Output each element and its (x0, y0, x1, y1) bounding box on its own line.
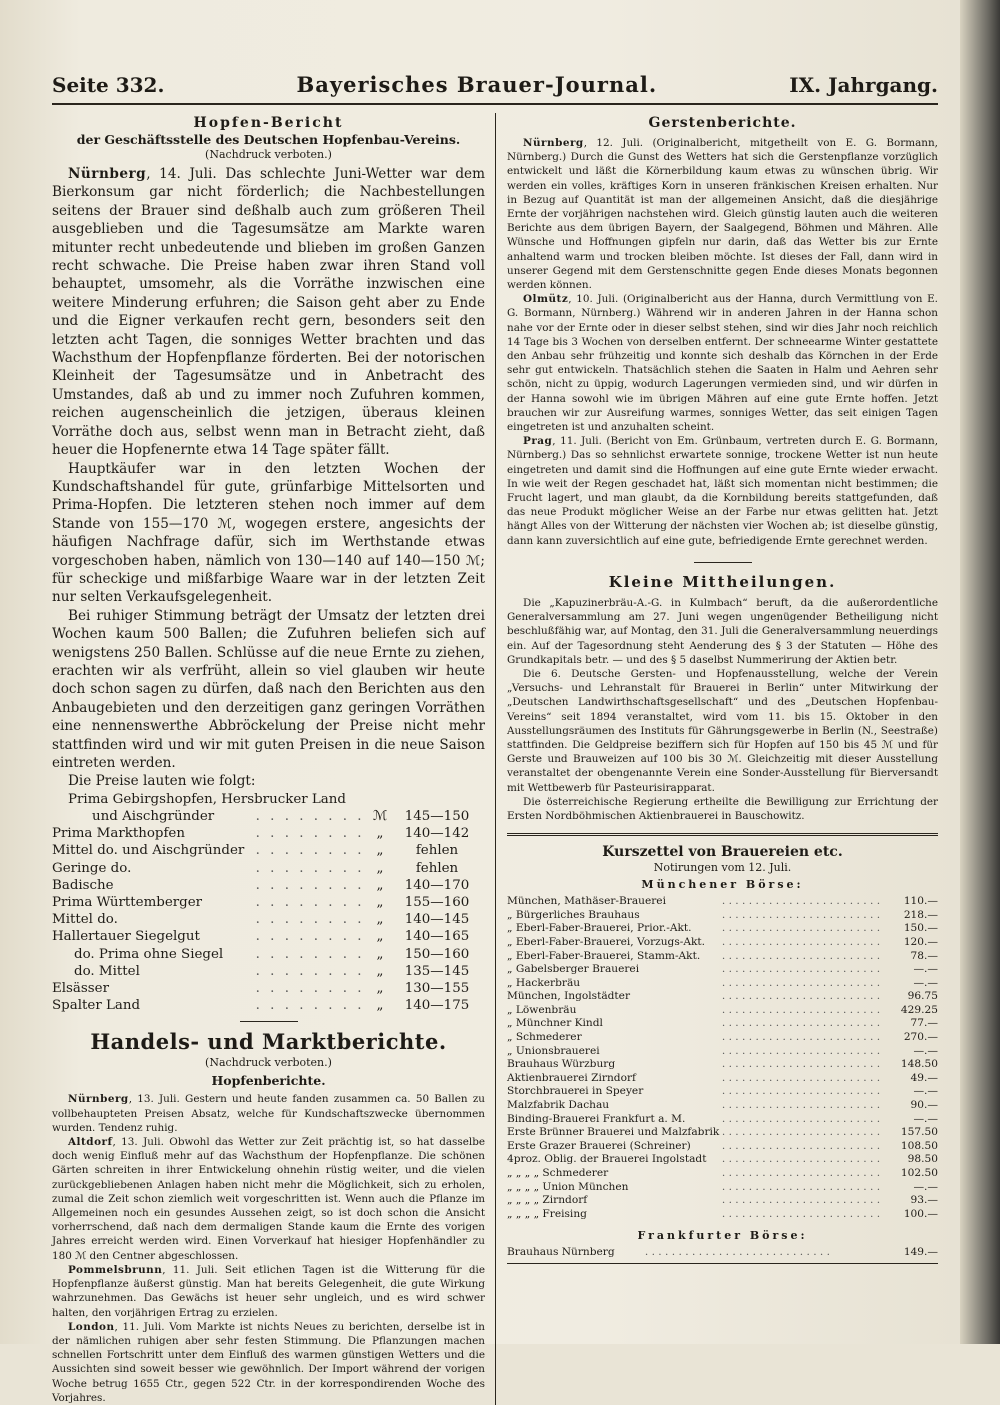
kurs-row (507, 1045, 938, 1059)
kurs-value: 96.75 (907, 990, 938, 1003)
price-row (52, 963, 485, 980)
dot-leader: . . . . . . . . (255, 860, 365, 876)
kurszettel-date: Notirungen vom 12. Juli. (653, 861, 792, 875)
kurs-name: Erste Grazer Brauerei (Schreiner) (507, 1139, 691, 1152)
dot-leader: . . . . . . . . . . . . . . . . . . . . . . . . (721, 1194, 881, 1207)
price-currency: „ (376, 929, 384, 945)
price-row (52, 894, 485, 911)
kurs-name: 4proz. Oblig. der Brauerei Ingolstadt (507, 1153, 707, 1166)
reprint-note-2: (Nachdruck verboten.) (205, 1056, 332, 1070)
price-range: 140—142 (404, 826, 470, 842)
kurs-value: 110.— (903, 895, 938, 908)
kurs-value: 149.— (903, 1246, 938, 1259)
kurs-row (507, 1208, 938, 1222)
price-range: 140—170 (404, 877, 470, 893)
kurs-name: „ Eberl-Faber-Brauerei, Stamm-Akt. (507, 949, 701, 962)
kurs-name: Erste Brünner Brauerei und Malzfabrik (507, 1126, 720, 1139)
dot-leader: . . . . . . . . . . . . . . . . . . . . . . . . . . . . (644, 1246, 831, 1259)
kurs-value: —.— (913, 1180, 938, 1193)
price-range: 140—165 (404, 929, 470, 945)
dot-leader: . . . . . . . . . . . . . . . . . . . . . . . . (721, 1112, 881, 1125)
price-range: 145—150 (404, 809, 470, 825)
notice-aktienbrauerei: Die österreichische Regierung ertheilte die Bewilligung zur Errichtung der Ersten Nordböhmischen Aktienbrauerei in Bauschowitz. (507, 795, 938, 822)
price-range: 155—160 (404, 895, 470, 911)
kurs-value: 148.50 (900, 1058, 938, 1071)
dot-leader: . . . . . . . . . . . . . . . . . . . . . . . . (721, 1153, 881, 1166)
price-currency: „ (376, 998, 384, 1014)
kurs-name: „ Unionsbrauerei (507, 1044, 600, 1057)
kurs-row (507, 990, 938, 1004)
kurs-row (507, 936, 938, 950)
right-column (496, 113, 938, 1405)
kurs-name: Aktienbrauerei Zirndorf (507, 1071, 636, 1084)
running-header (52, 72, 938, 105)
dot-leader: . . . . . . . . (255, 929, 365, 945)
kurs-row (507, 1085, 938, 1099)
kurs-name: „ „ „ „ Zirndorf (507, 1194, 588, 1207)
price-currency: „ (376, 912, 384, 928)
dot-leader: . . . . . . . . . . . . . . . . . . . . . . . . (721, 1071, 881, 1084)
price-range: 140—175 (404, 998, 470, 1014)
dot-leader: . . . . . . . . . . . . . . . . . . . . . . . . (721, 895, 881, 908)
kurs-value: 90.— (910, 1099, 938, 1112)
kurs-value: 78.— (910, 949, 938, 962)
price-currency: „ (376, 946, 384, 962)
dot-leader: . . . . . . . . . . . . . . . . . . . . . . . . (721, 935, 881, 948)
price-row (52, 877, 485, 894)
kurs-value: —.— (913, 963, 938, 976)
kurs-name: Brauhaus Nürnberg (507, 1246, 615, 1259)
kurszettel-title: Kurszettel von Brauereien etc. (602, 844, 843, 861)
dot-leader: . . . . . . . . . . . . . . . . . . . . . . . . (721, 1044, 881, 1057)
journal-title: Bayerisches Brauer-Journal. (296, 72, 658, 97)
table-bottom-rule (507, 1263, 938, 1264)
kurs-name: „ Münchner Kindl (507, 1017, 603, 1030)
price-row (52, 946, 485, 963)
price-range: fehlen (415, 843, 459, 859)
kurs-name: „ „ „ „ Schmederer (507, 1167, 609, 1180)
dot-leader: . . . . . . . . . . . . . . . . . . . . . . . . (721, 1180, 881, 1193)
price-row (52, 980, 485, 997)
dot-leader: . . . . . . . . (255, 877, 365, 893)
kurs-value: —.— (913, 1112, 938, 1125)
kurs-row (507, 1167, 938, 1181)
kurs-name: „ Eberl-Faber-Brauerei, Prior.-Akt. (507, 922, 692, 935)
kurs-row (507, 963, 938, 977)
kurs-value: 218.— (903, 908, 938, 921)
dot-leader: . . . . . . . . (255, 809, 365, 825)
kurs-name: Storchbrauerei in Speyer (507, 1085, 644, 1098)
hopfen-bericht-subtitle: der Geschäftsstelle des Deutschen Hopfenbau-Vereins. (76, 132, 461, 147)
kurs-value: 102.50 (900, 1167, 938, 1180)
price-variety: Hallertauer Siegelgut (52, 929, 200, 945)
dot-leader: . . . . . . . . . . . . . . . . . . . . . . . . (721, 976, 881, 989)
kurs-row (507, 1099, 938, 1113)
kurs-row (507, 1072, 938, 1086)
kurs-row (507, 1031, 938, 1045)
gerste-olmuetz: Olmütz, 10. Juli. (Originalbericht aus der Hanna, durch Vermittlung von E. G. Bormann, Nürnberg.) Während wir in anderen Jahren in der Hanna schon nahe vor der Ernte oder in dieser selbst stehen, sind wir dies Jahr noch reichlich 14 Tage bis 3 Wochen von derselben entfernt. Der schneearme Winter gestattete den Anbau sehr frühzeitig und konnte sich deshalb das Körnchen in der Erde sehr gut entwickeln. Thatsächlich stehen die Saaten in Halm und Aehren sehr schön, nicht zu üppig, wodurch Lagerungen vermieden sind, und wir dürfen in der Hanna sowohl wie im übrigen Mähren auf eine gute Ernte hoffen. Jetzt brauchen wir zur Ausreifung warmes, sonniges Wetter, das seit einigen Tagen eingetreten ist und anzuhalten scheint. (507, 293, 938, 434)
kurs-row (507, 1004, 938, 1018)
price-currency: „ (376, 895, 384, 911)
kurs-row (507, 1113, 938, 1127)
kurs-value: 98.50 (907, 1153, 938, 1166)
dot-leader: . . . . . . . . (255, 963, 365, 979)
double-rule (507, 833, 938, 836)
hopfen-bericht-title: Hopfen-Bericht (193, 115, 344, 131)
kurs-name: „ Hackerbräu (507, 976, 581, 989)
price-variety: Spalter Land (52, 998, 141, 1014)
price-range: 130—155 (404, 981, 470, 997)
price-range: 150—160 (404, 946, 470, 962)
price-currency: „ (376, 877, 384, 893)
kurs-row (507, 1140, 938, 1154)
kurs-name: München, Ingolstädter (507, 990, 631, 1003)
price-row (52, 808, 485, 825)
kurs-name: „ Eberl-Faber-Brauerei, Vorzugs-Akt. (507, 935, 706, 948)
kurs-name: Binding-Brauerei Frankfurt a. M. (507, 1112, 686, 1125)
kurs-name: Malzfabrik Dachau (507, 1099, 610, 1112)
section-separator (240, 1021, 298, 1022)
handels-marktberichte-title: Handels- und Marktberichte. (90, 1029, 447, 1055)
kurs-name: München, Mathäser-Brauerei (507, 895, 666, 908)
price-range: fehlen (415, 860, 459, 876)
dot-leader: . . . . . . . . (255, 895, 365, 911)
kurs-row (507, 1058, 938, 1072)
price-variety: Badische (52, 877, 114, 893)
kurs-value: 93.— (910, 1194, 938, 1207)
dot-leader: . . . . . . . . . . . . . . . . . . . . . . . . (721, 922, 881, 935)
dot-leader: . . . . . . . . . . . . . . . . . . . . . . . . (721, 1017, 881, 1030)
report-pommelsbrunn: Pommelsbrunn, 11. Juli. Seit etlichen Tagen ist die Witterung für die Hopfenpflanze äußerst günstig. Man hat bereits Gelegenheit, die gute Wirkung wahrzunehmen. Das Gewächs ist heuer sehr ungleich, und es wird schwer halten, den vorjährigen Ertrag zu erzielen. (52, 1263, 485, 1319)
price-row (52, 928, 485, 945)
hopfenberichte-subtitle: Hopfenberichte. (211, 1073, 326, 1089)
dot-leader: . . . . . . . . (255, 981, 365, 997)
kurs-value: 157.50 (900, 1126, 938, 1139)
section-separator-right (694, 562, 752, 563)
price-row (52, 911, 485, 928)
dot-leader: . . . . . . . . . . . . . . . . . . . . . . . . (721, 1003, 881, 1016)
dot-leader: . . . . . . . . (255, 843, 365, 859)
kurs-row (507, 895, 938, 909)
price-row (52, 860, 485, 877)
notice-ausstellung: Die 6. Deutsche Gersten- und Hopfenausstellung, welche der Verein „Versuchs- und Lehranstalt für Brauerei in Berlin“ unter Mitwirkung der „Deutschen Landwirthschaftsgesellschaft“ und des „Deutschen Hopfenbau-Vereins“ seit 1894 veranstaltet, wird vom 11. bis 15. Oktober in den Ausstellungsräumen des Instituts für Gährungsgewerbe in Berlin (N., Seestraße) stattfinden. Die Geldpreise beziffern sich für Hopfen auf 150 bis 45 ℳ und für Gerste und Brauweizen auf 100 bis 30 ℳ. Gleichzeitig mit dieser Ausstellung veranstaltet der obengenannte Verein eine Sonder-Ausstellung für Bierversandt mit Wettbewerb für Pasteurisirapparat. (507, 667, 938, 794)
kurs-row (507, 922, 938, 936)
hop-price-table (52, 808, 485, 1014)
kurs-value: 429.25 (900, 1003, 938, 1016)
kurs-row (507, 977, 938, 991)
dot-leader: . . . . . . . . . . . . . . . . . . . . . . . . (721, 1167, 881, 1180)
kurs-name: „ „ „ „ Union München (507, 1180, 629, 1193)
kurs-value: —.— (913, 1044, 938, 1057)
kurs-value: 108.50 (900, 1139, 938, 1152)
kurs-name: Brauhaus Würzburg (507, 1058, 616, 1071)
kurs-name: „ Schmederer (507, 1031, 582, 1044)
page-number: Seite 332. (52, 73, 165, 97)
hopfen-bericht-paragraph-2: Hauptkäufer war in den letzten Wochen der Kundschaftshandel für gute, grünfarbige Mittelsorten und Prima-Hopfen. Die letzteren stehen noch immer auf dem Stande von 155—170 ℳ, wogegen erstere, angesichts der häufigen Nachfrage dafür, sich im Werthstande etwas vorgeschoben haben, nämlich von 130—140 auf 140—150 ℳ; für scheckige und mißfarbige Waare war in der letzten Zeit nur selten Verkaufsgelegenheit. (52, 460, 485, 606)
kurs-row (507, 1153, 938, 1167)
kurs-value: 120.— (903, 935, 938, 948)
dot-leader: . . . . . . . . (255, 998, 365, 1014)
hopfen-bericht-paragraph-3: Bei ruhiger Stimmung beträgt der Umsatz der letzten drei Wochen kaum 500 Ballen; die Zufuhren beliefen sich auf wenigstens 250 Ballen. Schlüsse auf die neue Ernte zu ziehen, erachten wir als verfrüht, allein so viel glauben wir heute doch schon sagen zu dürfen, daß nach den Berichten aus den Anbaugebieten und den derzeitigen ganz geringen Vorräthen eine nennenswerthe Abbröckelung der Preise nicht mehr stattfinden wird und wir mit guten Preisen in die neue Saison eintreten werden. (52, 607, 485, 771)
kurs-row (507, 1181, 938, 1195)
kurs-value: 100.— (903, 1207, 938, 1220)
report-nuernberg: Nürnberg, 13. Juli. Gestern und heute fanden zusammen ca. 50 Ballen zu vollbehaupteten Preisen Absatz, welche für Kundschaftszwecke übernommen wurden. Tendenz ruhig. (52, 1093, 485, 1134)
kurs-name: „ Löwenbräu (507, 1003, 577, 1016)
price-row (52, 842, 485, 859)
price-currency: „ (376, 963, 384, 979)
kurs-value: 150.— (903, 922, 938, 935)
kurs-value: 77.— (910, 1017, 938, 1030)
prices-head: Prima Gebirgshopfen, Hersbrucker Land (68, 791, 346, 807)
price-currency: „ (376, 981, 384, 997)
kurs-value: 49.— (910, 1071, 938, 1084)
kurs-value: —.— (913, 1085, 938, 1098)
page-edge-shadow (960, 0, 1000, 1344)
report-altdorf: Altdorf, 13. Juli. Obwohl das Wetter zur Zeit prächtig ist, so hat dasselbe doch wenig Einfluß mehr auf das Wachsthum der Hopfenpflanze. Die schönen Gärten schreiten in ihrer Entwickelung ohnehin rüstig weiter, und die vielen zurückgebliebenen Anlagen haben nicht mehr die Möglichkeit, sich zu erholen, zumal die Zeit schon ziemlich weit vorgeschritten ist. Wenn auch die Pflanze im Allgemeinen noch ein gesundes Aussehen zeigt, so ist doch schon die Ansicht vorherrschend, daß nach dem dermaligen Stande kaum die Ernte des vorigen Jahres erreicht werden wird. Einen Vorverkauf hat hiesiger Hopfenhändler zu 180 ℳ den Centner abgeschlossen. (52, 1136, 485, 1262)
price-currency: ℳ (372, 809, 388, 825)
price-variety: Mittel do. (52, 912, 118, 928)
price-row (52, 997, 485, 1014)
dot-leader: . . . . . . . . . . . . . . . . . . . . . . . . (721, 1207, 881, 1220)
kurs-row (507, 1017, 938, 1031)
gerste-nuernberg: Nürnberg, 12. Juli. (Originalbericht, mitgetheilt von E. G. Bormann, Nürnberg.) Durch die Gunst des Wetters hat sich die Gerstenpflanze vorzüglich entwickelt und läßt die Körnerbildung kaum etwas zu wünschen übrig. Wir werden ein volles, kräftiges Korn in unseren fränkischen Kreisen erhalten. Nur in Bezug auf Quantität ist man der allgemeinen Ansicht, daß die diesjährige Ernte der vorjährigen nachstehen wird. Gleich günstig lauten auch die weiteren Berichte aus dem übrigen Bayern, der Saalgegend, Böhmen und Mähren. Alle Wünsche und Hoffnungen gipfeln nur darin, daß das Wetter bis zur Ernte anhaltend warm und trocken bleiben möchte. Ist dieses der Fall, dann wird in unserer Gegend mit dem Gerstenschnitte gegen Ende dieses Monats begonnen werden können. (507, 137, 938, 292)
kurs-value: —.— (913, 976, 938, 989)
price-variety: Mittel do. und Aischgründer (52, 843, 245, 859)
kurszettel-table (507, 895, 938, 1221)
price-variety: und Aischgründer (92, 809, 215, 825)
dot-leader: . . . . . . . . (255, 946, 365, 962)
dot-leader: . . . . . . . . . . . . . . . . . . . . . . . . (721, 1099, 881, 1112)
kurs-name: „ Gabelsberger Brauerei (507, 963, 640, 976)
frankfurter-boerse-heading: Frankfurter Börse: (637, 1229, 808, 1243)
dot-leader: . . . . . . . . (255, 826, 365, 842)
kurs-row (507, 909, 938, 923)
dot-leader: . . . . . . . . . . . . . . . . . . . . . . . . (721, 1031, 881, 1044)
kurs-row (507, 1126, 938, 1140)
kurs-row (507, 1194, 938, 1208)
dot-leader: . . . . . . . . . . . . . . . . . . . . . . . . (721, 949, 881, 962)
dot-leader: . . . . . . . . . . . . . . . . . . . . . . . . (721, 908, 881, 921)
dot-leader: . . . . . . . . . . . . . . . . . . . . . . . . (721, 1085, 881, 1098)
muenchener-boerse-heading: Münchener Börse: (641, 878, 804, 892)
prices-intro: Die Preise lauten wie folgt: (68, 773, 256, 790)
kurs-row (507, 950, 938, 964)
frankfurt-table (507, 1246, 938, 1260)
left-column (52, 113, 496, 1405)
volume-year: IX. Jahrgang. (789, 73, 938, 97)
kurs-row (507, 1246, 938, 1260)
gerste-prag: Prag, 11. Juli. (Bericht von Em. Grünbaum, vertreten durch E. G. Bormann, Nürnberg.) Das so sehnlichst erwartete sonnige, trockene Wetter ist nun heute eingetreten und damit sind die Hoffnungen auf eine gute Ernte wieder erwacht. In wie weit der Regen geschadet hat, läßt sich momentan nicht bestimmen; die Frucht lagert, und man glaubt, da die Kornbildung bereits stattgefunden, daß das neue Produkt möglicher Weise an der Farbe nur etwas gelitten hat. Jetzt hängt Alles von der Witterung der nächsten vier Wochen ab; ist dieselbe günstig, dann kann zuversichtlich auf eine gute, befriedigende Ernte gerechnet werden. (507, 435, 938, 547)
price-currency: „ (376, 826, 384, 842)
dot-leader: . . . . . . . . . . . . . . . . . . . . . . . . (721, 990, 881, 1003)
reprint-note: (Nachdruck verboten.) (205, 148, 332, 161)
price-range: 135—145 (404, 963, 470, 979)
hopfen-bericht-paragraph-1: Nürnberg, 14. Juli. Das schlechte Juni-Wetter war dem Bierkonsum gar nicht förderlich; die Nachbestellungen seitens der Brauer sind deßhalb auch zum größeren Theil ausgeblieben und die Tagesumsätze am Markte waren mitunter recht unbedeutende und blieben im großen Ganzen recht schwache. Die Preise haben zwar ihren Stand voll behauptet, umsomehr, als die Vorräthe inzwischen eine weitere Minderung erfuhren; die Saison geht aber zu Ende und die Eigner verkaufen recht gern, besonders seit den letzten acht Tagen, die sonniges Wetter brachten und das Wachsthum der Hopfenpflanze förderten. Bei der notorischen Kleinheit der Tagesumsätze und in Anbetracht des Umstandes, daß ab und zu immer noch Zufuhren kommen, reichen augenscheinlich die jetzigen, überaus kleinen Vorräthe doch aus, selbst wenn man in Betracht zieht, daß heuer die Hopfenernte etwa 14 Tage später fällt. (52, 166, 485, 459)
price-variety: Geringe do. (52, 860, 132, 876)
dot-leader: . . . . . . . . . . . . . . . . . . . . . . . . (721, 1126, 881, 1139)
dot-leader: . . . . . . . . . . . . . . . . . . . . . . . . (721, 1139, 881, 1152)
kleine-mittheilungen-title: Kleine Mittheilungen. (608, 572, 837, 591)
kurs-name: „ „ „ „ Freising (507, 1207, 587, 1220)
report-london: London, 11. Juli. Vom Markte ist nichts Neues zu berichten, derselbe ist in der nämlichen ruhigen aber sehr festen Stimmung. Die Pflanzungen machen schnellen Fortschritt unter dem Einfluß des warmen günstigen Wetters und die Aussichten sind soweit besser wie gewöhnlich. Der Import während der vorigen Woche betrug 1655 Ctr., gegen 522 Ctr. in der korrespondirenden Woche des Vorjahres. (52, 1320, 485, 1404)
price-range: 140—145 (404, 912, 470, 928)
price-row (52, 825, 485, 842)
gerstenberichte-title: Gerstenberichte. (648, 115, 797, 131)
kurs-value: 270.— (903, 1031, 938, 1044)
price-variety: Elsässer (52, 981, 109, 997)
dot-leader: . . . . . . . . . . . . . . . . . . . . . . . . (721, 963, 881, 976)
price-currency: „ (376, 843, 384, 859)
price-variety: Prima Markthopfen (52, 826, 185, 842)
dot-leader: . . . . . . . . . . . . . . . . . . . . . . . . (721, 1058, 881, 1071)
dot-leader: . . . . . . . . (255, 912, 365, 928)
price-variety: do. Prima ohne Siegel (74, 946, 224, 962)
kurs-name: „ Bürgerliches Brauhaus (507, 908, 640, 921)
price-currency: „ (376, 860, 384, 876)
notice-kapuzinerbraeu: Die „Kapuzinerbräu-A.-G. in Kulmbach“ beruft, da die außerordentliche Generalversammlung am 27. Juni wegen ungenügender Betheiligung nicht beschlußfähig war, auf Montag, den 31. Juli die Generalversammlung neuerdings ein. Auf der Tagesordnung steht Aenderung des § 3 der Statuten — Höhe des Grundkapitals betr. — und des § 5 daselbst Nummerirung der Aktien betr. (507, 596, 938, 666)
price-variety: Prima Württemberger (52, 895, 203, 911)
price-variety: do. Mittel (74, 963, 140, 979)
